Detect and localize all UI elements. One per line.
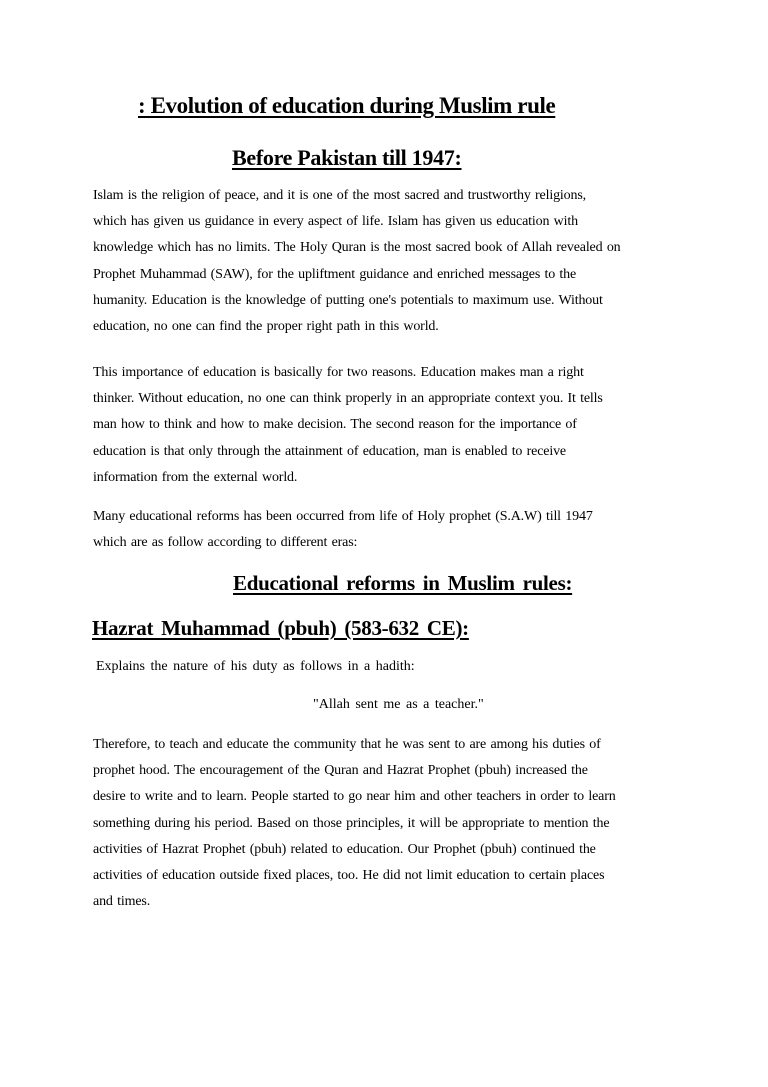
paragraph-line: something during his period. Based on those principles, it will be appropriate to mention the: [93, 815, 610, 831]
document-subtitle: Before Pakistan till 1947:: [232, 145, 462, 170]
paragraph-line: Prophet Muhammad (SAW), for the upliftment guidance and enriched messages to the: [93, 266, 577, 282]
paragraph-islam-education: [93, 183, 693, 340]
paragraph-line: knowledge which has no limits. The Holy Quran is the most sacred book of Allah revealed on: [93, 240, 621, 256]
paragraph-line: desire to write and to learn. People started to go near him and other teachers in order to learn: [93, 789, 616, 805]
paragraph-line: and times.: [93, 894, 151, 910]
paragraph-line: which has given us guidance in every aspect of life. Islam has given us education with: [93, 214, 578, 230]
paragraph-line: Therefore, to teach and educate the community that he was sent to are among his duties of: [93, 737, 601, 752]
paragraph-line: prophet hood. The encouragement of the Quran and Hazrat Prophet (pbuh) increased the: [93, 763, 588, 779]
paragraph-importance-of-education: [93, 360, 693, 491]
section-heading-reforms: Educational reforms in Muslim rules:: [233, 571, 573, 595]
hadith-intro-line: Explains the nature of his duty as follows in a hadith:: [96, 659, 415, 674]
paragraph-line: education, no one can find the proper right path in this world.: [93, 319, 439, 335]
hadith-quote: "Allah sent me as a teacher.": [313, 697, 484, 712]
paragraph-line: This importance of education is basically for two reasons. Education makes man a right: [93, 365, 584, 380]
paragraph-line: activities of Hazrat Prophet (pbuh) related to education. Our Prophet (pbuh) continued the: [93, 841, 596, 857]
paragraph-line: humanity. Education is the knowledge of putting one's potentials to maximum use. Without: [93, 292, 603, 308]
paragraph-line: Islam is the religion of peace, and it is one of the most sacred and trustworthy religions,: [93, 188, 587, 203]
paragraph-line: information from the external world.: [93, 469, 298, 485]
paragraph-line: thinker. Without education, no one can think properly in an appropriate context you. It tells: [93, 391, 603, 407]
section-heading-hazrat-muhammad: Hazrat Muhammad (pbuh) (583-632 CE):: [92, 616, 469, 640]
paragraph-line: activities of education outside fixed places, too. He did not limit education to certain places: [93, 868, 605, 884]
document-title: : Evolution of education during Muslim rule: [138, 93, 556, 118]
paragraph-line: which are as follow according to different eras:: [93, 535, 358, 551]
paragraph-prophet-teaching: [93, 732, 693, 915]
paragraph-line: education is that only through the attainment of education, man is enabled to receive: [93, 443, 566, 459]
paragraph-line: Many educational reforms has been occurred from life of Holy prophet (S.A.W) till 1947: [93, 509, 593, 524]
paragraph-line: man how to think and how to make decision. The second reason for the importance of: [93, 417, 577, 433]
paragraph-educational-reforms: [93, 504, 693, 556]
